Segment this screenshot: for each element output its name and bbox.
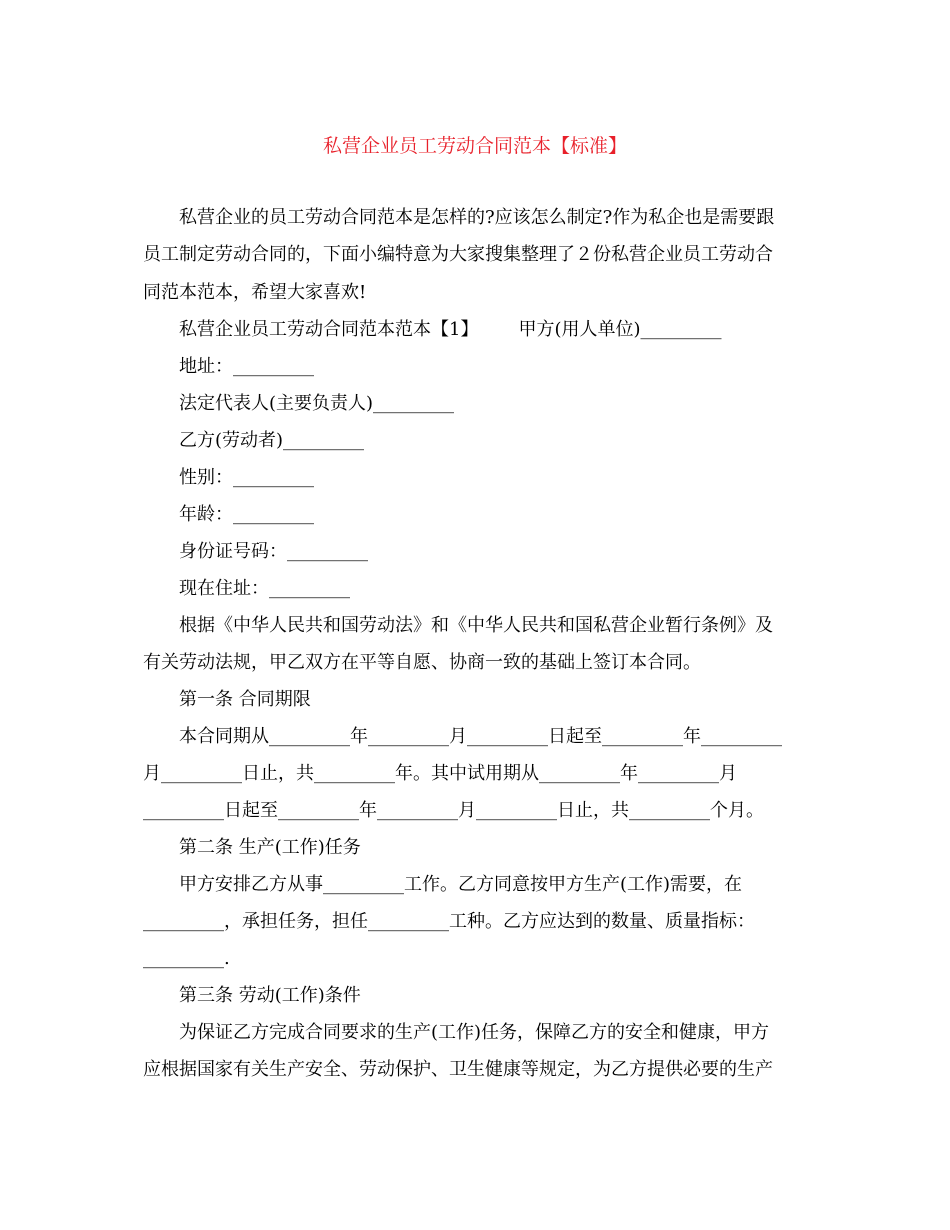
contract-heading-row bbox=[179, 318, 722, 342]
article-3-line-2: 应根据国家有关生产安全、劳动保护、卫生健康等规定，为乙方提供必要的生产 bbox=[143, 1059, 773, 1080]
article-2-line-3: _________. bbox=[143, 948, 230, 969]
address-field: 地址：_________ bbox=[179, 356, 314, 377]
article-2-title: 第二条 生产(工作)任务 bbox=[179, 837, 361, 858]
article-3-title: 第三条 劳动(工作)条件 bbox=[179, 985, 361, 1006]
id-number-field: 身份证号码：_________ bbox=[179, 541, 368, 562]
article-1-line-3: _________日起至_________年_________月_________日止，共_________个月。 bbox=[143, 800, 764, 821]
intro-line-3: 同范本范本，希望大家喜欢! bbox=[143, 282, 367, 303]
contract-heading: 私营企业员工劳动合同范本范本【1】 bbox=[179, 319, 479, 340]
current-address-field: 现在住址：_________ bbox=[179, 578, 350, 599]
age-field: 年龄：_________ bbox=[179, 504, 314, 525]
article-3-line-1: 为保证乙方完成合同要求的生产(工作)任务，保障乙方的安全和健康，甲方 bbox=[179, 1022, 770, 1043]
document-title: 私营企业员工劳动合同范本【标准】 bbox=[322, 135, 627, 157]
basis-line-1: 根据《中华人民共和国劳动法》和《中华人民共和国私营企业暂行条例》及 bbox=[179, 615, 773, 636]
party-a-field: 甲方(用人单位)_________ bbox=[518, 319, 722, 340]
article-1-title: 第一条 合同期限 bbox=[179, 689, 311, 710]
gender-field: 性别：_________ bbox=[179, 467, 314, 488]
article-2-line-2: _________，承担任务，担任_________工种。乙方应达到的数量、质量指标： bbox=[143, 911, 755, 932]
party-b-field: 乙方(劳动者)_________ bbox=[179, 430, 365, 451]
intro-line-1: 私营企业的员工劳动合同范本是怎样的?应该怎么制定?作为私企也是需要跟 bbox=[179, 207, 775, 228]
article-2-line-1: 甲方安排乙方从事_________工作。乙方同意按甲方生产(工作)需要，在 bbox=[179, 874, 743, 895]
intro-line-2: 员工制定劳动合同的，下面小编特意为大家搜集整理了２份私营企业员工劳动合 bbox=[143, 244, 773, 265]
legal-representative-field: 法定代表人(主要负责人)_________ bbox=[179, 393, 455, 414]
basis-line-2: 有关劳动法规，甲乙双方在平等自愿、协商一致的基础上签订本合同。 bbox=[143, 652, 701, 673]
article-1-line-1: 本合同期从_________年_________月_________日起至_________年_________ bbox=[179, 726, 782, 747]
article-1-line-2: 月_________日止，共_________年。其中试用期从_________年_________月 bbox=[143, 763, 737, 784]
